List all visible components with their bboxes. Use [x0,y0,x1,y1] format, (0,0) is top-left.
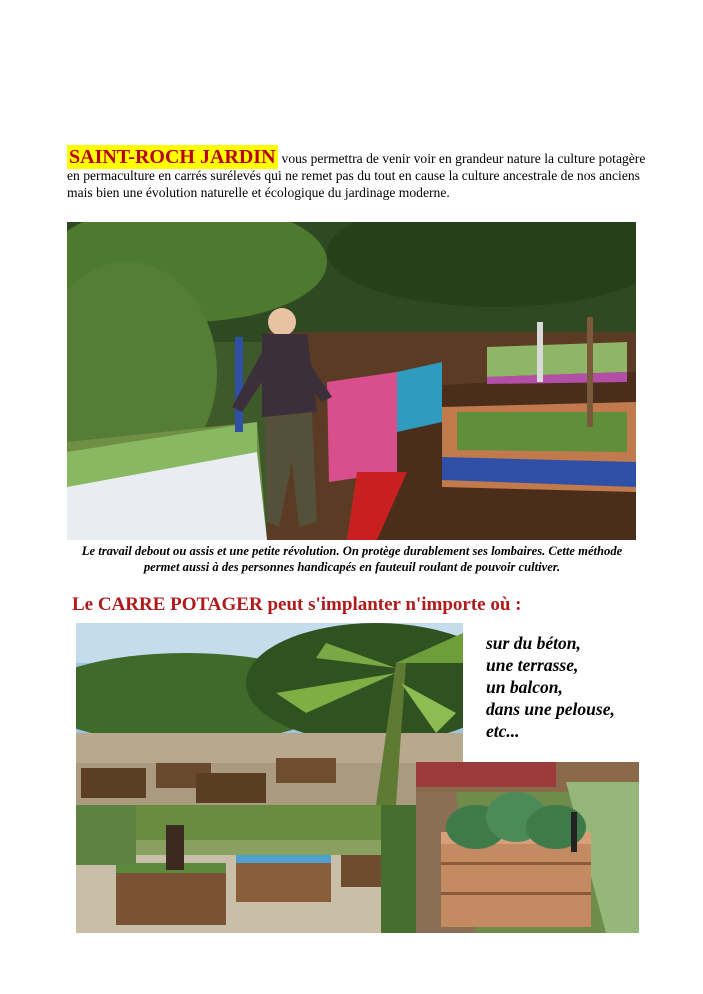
photo-cabbage-box [416,762,639,933]
placement-item: un balcon, [486,677,563,697]
section-heading: Le CARRE POTAGER peut s'implanter n'importe où : [72,594,522,615]
photo-raised-beds-gardener [67,222,636,540]
placement-item: dans une pelouse, [486,699,615,719]
placement-list [486,632,615,742]
photo-garden-banana-tree [76,623,463,805]
placement-item: etc... [486,721,520,741]
intro-paragraph [67,146,647,201]
photo-wooden-beds-yard [76,805,416,933]
placement-item: sur du béton, [486,633,581,653]
photo-caption: Le travail debout ou assis et une petite révolution. On protège durablement ses lombaires. Cette méthode permet aussi à des personnes handicapés en fauteuil roulant de pouvoir cultiver. [81,544,623,574]
brand-name: SAINT-ROCH JARDIN [69,146,276,168]
placement-item: une terrasse, [486,655,579,675]
intro-text: vous permettra de venir voir en grandeur nature la culture potagère en permaculture en carrés surélevés qui ne remet pas du tout en cause la culture ancestrale de nos anciens mais bien une évolution naturelle et écologique du jardinage moderne. [67,151,646,200]
